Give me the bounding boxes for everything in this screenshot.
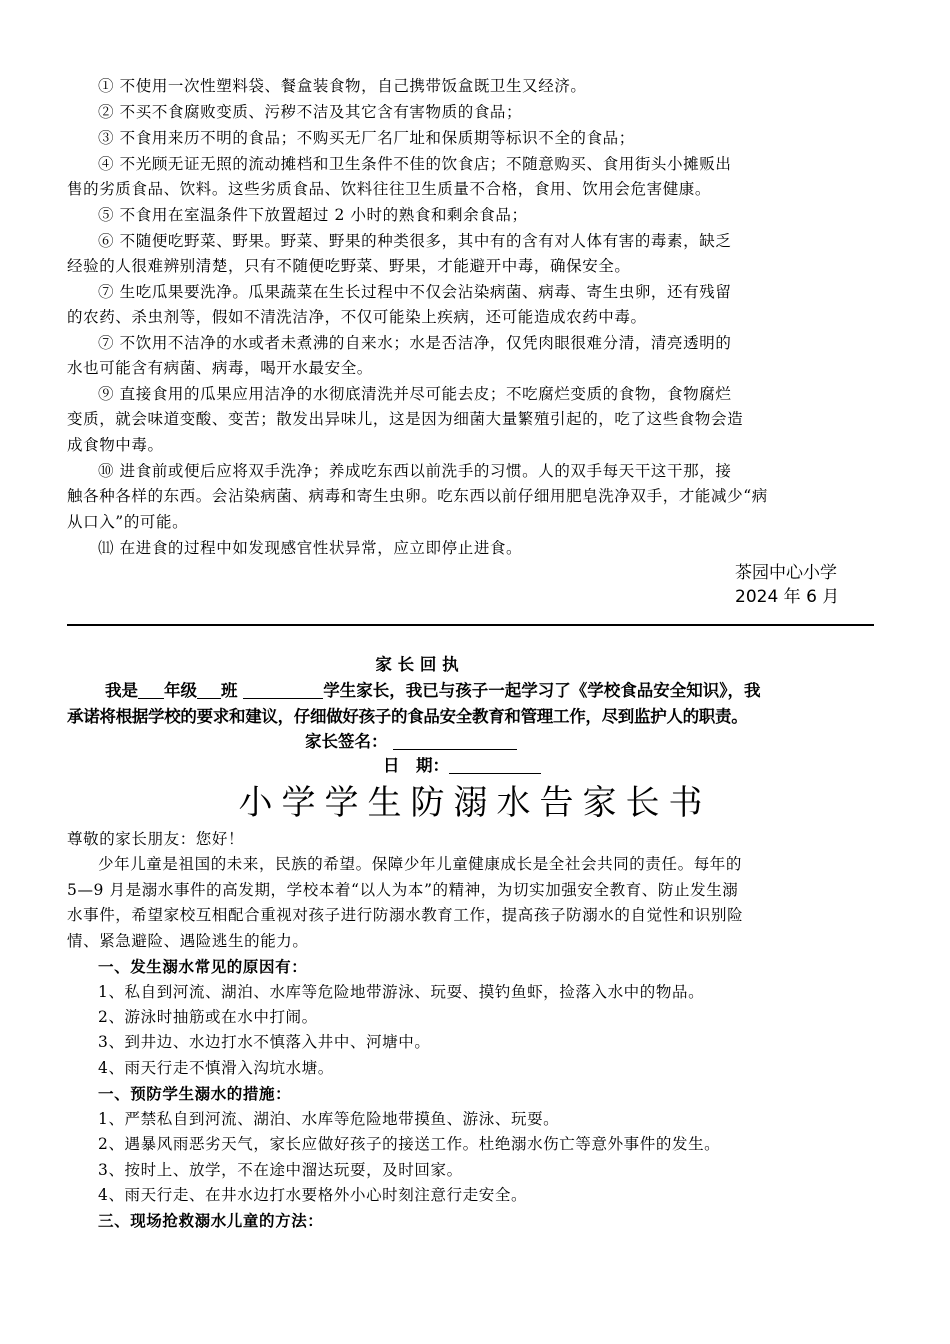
section-2-title: 一、预防学生溺水的措施： xyxy=(98,1084,292,1103)
intro-line-4: 情、紧急避险、遇险逃生的能力。 xyxy=(67,932,309,950)
intro-line-1: 少年儿童是祖国的未来，民族的希望。保障少年儿童健康成长是全社会共同的责任。每年的 xyxy=(98,855,743,873)
divider-rule xyxy=(67,624,874,626)
rule-8-line-2: 水也可能含有病菌、病毒，喝开水最安全。 xyxy=(67,359,373,377)
intro-line-3: 水事件，希望家校互相配合重视对孩子进行防溺水教育工作，提高孩子防溺水的自觉性和识别险 xyxy=(67,906,744,924)
receipt-label-class: 班 xyxy=(221,681,238,700)
date-field[interactable] xyxy=(449,756,541,774)
receipt-label-i-am: 我是 xyxy=(105,681,138,700)
letter-title: 小学学生防溺水告家长书 xyxy=(238,783,712,823)
section-1-item: 2、游泳时抽筋或在水中打闹。 xyxy=(98,1008,318,1026)
intro-line-2: 5—9 月是溺水事件的高发期，学校本着“以人为本”的精神，为切实加强安全教育、防止发生溺 xyxy=(67,881,739,899)
letter-greeting: 尊敬的家长朋友：您好！ xyxy=(67,830,245,848)
class-blank[interactable] xyxy=(197,681,221,699)
rule-7-line-2: 的农药、杀虫剂等，假如不清洗洁净，不仅可能染上疾病，还可能造成农药中毒。 xyxy=(67,308,647,326)
receipt-title: 家 长 回 执 xyxy=(375,655,459,674)
parent-signature-row xyxy=(305,729,605,754)
rule-4-line-1: ④ 不光顾无证无照的流动摊档和卫生条件不佳的饮食店；不随意购买、食用街头小摊贩出 xyxy=(98,155,732,173)
section-2-item: 3、按时上、放学，不在途中溜达玩耍，及时回家。 xyxy=(98,1161,463,1179)
date-label: 日 期： xyxy=(383,756,449,775)
signature-school: 茶园中心小学 xyxy=(735,563,837,583)
receipt-label-grade: 年级 xyxy=(164,681,197,700)
section-1-item: 4、雨天行走不慎滑入沟坑水塘。 xyxy=(98,1059,334,1077)
rule-2: ② 不买不食腐败变质、污秽不洁及其它含有害物质的食品； xyxy=(98,103,523,121)
receipt-statement: 学生家长，我已与孩子一起学习了《学校食品安全知识》，我 xyxy=(323,681,761,700)
section-2-item: 2、遇暴风雨恶劣天气，家长应做好孩子的接送工作。杜绝溺水伤亡等意外事件的发生。 xyxy=(98,1135,721,1153)
rule-6-line-1: ⑥ 不随便吃野菜、野果。野菜、野果的种类很多，其中有的含有对人体有害的毒素，缺乏 xyxy=(98,232,732,250)
section-2-item: 1、严禁私自到河流、湖泊、水库等危险地带摸鱼、游泳、玩耍。 xyxy=(98,1110,560,1128)
section-3-title: 三、现场抢救溺水儿童的方法： xyxy=(98,1211,324,1230)
section-2-item: 4、雨天行走、在井水边打水要格外小心时刻注意行走安全。 xyxy=(98,1186,528,1204)
rule-9-line-1: ⑨ 直接食用的瓜果应用洁净的水彻底清洗并尽可能去皮；不吃腐烂变质的食物，食物腐烂 xyxy=(98,385,732,403)
section-1-item: 3、到井边、水边打水不慎落入井中、河塘中。 xyxy=(98,1033,431,1051)
rule-8-line-1: ⑦ 不饮用不洁净的水或者未煮沸的自来水；水是否洁净，仅凭肉眼很难分清，清亮透明的 xyxy=(98,334,732,352)
rule-4-line-2: 售的劣质食品、饮料。这些劣质食品、饮料往往卫生质量不合格，食用、饮用会危害健康。 xyxy=(67,180,712,198)
rule-7-line-1: ⑦ 生吃瓜果要洗净。瓜果蔬菜在生长过程中不仅会沾染病菌、病毒、寄生虫卵，还有残留 xyxy=(98,283,732,301)
rule-10-line-1: ⑩ 进食前或便后应将双手洗净；养成吃东西以前洗手的习惯。人的双手每天干这干那，接 xyxy=(98,462,732,480)
grade-blank[interactable] xyxy=(138,681,164,699)
rule-9-line-2: 变质，就会味道变酸、变苦；散发出异味儿，这是因为细菌大量繁殖引起的，吃了这些食物会造 xyxy=(67,410,744,428)
receipt-line-1 xyxy=(67,678,882,703)
section-1-title: 一、发生溺水常见的原因有： xyxy=(98,957,308,976)
rule-10-line-3: 从口入”的可能。 xyxy=(67,513,189,531)
parent-signature-label: 家长签名： xyxy=(305,732,388,751)
student-name-blank[interactable] xyxy=(243,681,323,699)
section-1-item: 1、私自到河流、湖泊、水库等危险地带游泳、玩耍、摸钓鱼虾，捡落入水中的物品。 xyxy=(98,983,705,1001)
rule-1: ① 不使用一次性塑料袋、餐盒装食物，自己携带饭盒既卫生又经济。 xyxy=(98,77,587,95)
rule-5: ⑤ 不食用在室温条件下放置超过 2 小时的熟食和剩余食品； xyxy=(98,206,528,224)
receipt-line-2: 承诺将根据学校的要求和建议，仔细做好孩子的食品安全教育和管理工作，尽到监护人的职责。 xyxy=(67,707,748,726)
date-row xyxy=(383,753,683,778)
parent-signature-field[interactable] xyxy=(393,732,517,750)
signature-date: 2024 年 6 月 xyxy=(735,587,840,607)
rule-3: ③ 不食用来历不明的食品；不购买无厂名厂址和保质期等标识不全的食品； xyxy=(98,129,635,147)
rule-10-line-2: 触各种各样的东西。会沾染病菌、病毒和寄生虫卵。吃东西以前仔细用肥皂洗净双手，才能减少“病 xyxy=(67,487,768,505)
rule-9-line-3: 成食物中毒。 xyxy=(67,436,164,454)
rule-11: ⑾ 在进食的过程中如发现感官性状异常，应立即停止进食。 xyxy=(98,539,523,557)
rule-6-line-2: 经验的人很难辨别清楚，只有不随便吃野菜、野果，才能避开中毒，确保安全。 xyxy=(67,257,631,275)
